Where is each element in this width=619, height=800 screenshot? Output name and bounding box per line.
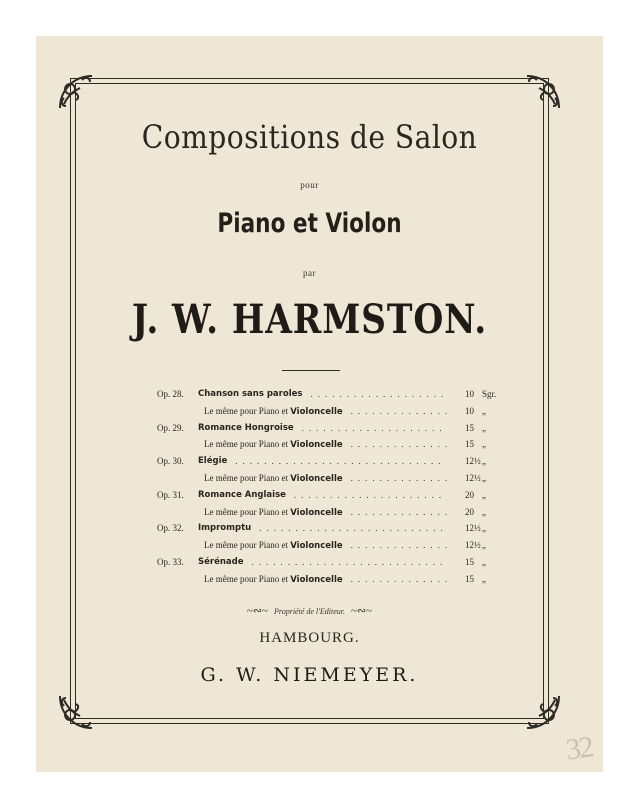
flourish-icon: ~∾~ xyxy=(350,605,373,617)
work-title: Romance Anglaise xyxy=(198,489,286,500)
cello-version xyxy=(204,505,343,520)
price-unit: „ xyxy=(482,439,486,450)
price-unit: „ xyxy=(482,573,486,584)
price-unit: Sgr. xyxy=(482,389,497,399)
opus-number: Op. 33. xyxy=(157,557,184,567)
cello-prefix: Le même pour Piano et xyxy=(204,540,288,551)
cello-prefix: Le même pour Piano et xyxy=(204,573,288,584)
opus-number: Op. 28. xyxy=(157,389,184,399)
cello-prefix: Le même pour Piano et xyxy=(204,473,288,483)
price: 20 xyxy=(465,489,474,500)
publisher: G. W. NIEMEYER. xyxy=(200,664,419,686)
price-unit: „ xyxy=(482,489,486,500)
divider-rule xyxy=(282,370,340,371)
opus-number: Op. 29. xyxy=(157,422,184,433)
price: 12½ xyxy=(465,456,481,467)
cello-prefix: Le même pour Piano et xyxy=(204,506,288,517)
composer-name: J. W. HARMSTON. xyxy=(131,296,488,343)
leader-dots: ..................... xyxy=(293,489,447,500)
par-label: par xyxy=(303,268,316,278)
leader-dots: ................... xyxy=(310,389,449,399)
subtitle: Piano et Violon xyxy=(217,208,402,239)
price-unit: „ xyxy=(482,506,486,517)
price-unit: „ xyxy=(482,405,486,416)
pour-label: pour xyxy=(300,180,319,190)
opus-number: Op. 31. xyxy=(157,489,184,500)
cello-version xyxy=(204,437,343,452)
price: 15 xyxy=(465,557,474,567)
price: 10 xyxy=(465,389,474,399)
work-title: Elégie xyxy=(198,456,228,467)
opus-number: Op. 32. xyxy=(157,523,184,534)
cello-price: 20 xyxy=(465,506,474,517)
leader-dots: .................... xyxy=(301,422,447,433)
cello-word: Violoncelle xyxy=(290,440,343,451)
corner-ornament-icon xyxy=(54,70,98,114)
flourish-icon: ~∾~ xyxy=(246,605,269,617)
leader-dots: .......................... xyxy=(259,523,448,534)
cello-price: 12½ xyxy=(465,473,481,483)
cello-word: Violoncelle xyxy=(290,474,343,484)
leader-dots: .............. xyxy=(350,540,453,551)
page-number: 32 xyxy=(563,730,595,767)
price-unit: „ xyxy=(482,523,486,534)
leader-dots: ........................... xyxy=(251,557,448,567)
price-unit: „ xyxy=(482,557,486,567)
price-unit: „ xyxy=(482,473,486,483)
property-text: Propriété de l'Editeur. xyxy=(274,607,345,616)
property-notice xyxy=(0,604,619,617)
leader-dots: .............. xyxy=(350,573,453,584)
cello-price: 15 xyxy=(465,573,474,584)
cello-prefix: Le même pour Piano et xyxy=(204,405,288,416)
cello-word: Violoncelle xyxy=(290,406,343,417)
work-title: Romance Hongroise xyxy=(198,422,294,433)
cello-word: Violoncelle xyxy=(290,507,343,518)
work-title: Impromptu xyxy=(198,523,252,534)
leader-dots: ............................. xyxy=(235,456,446,467)
cello-prefix: Le même pour Piano et xyxy=(204,439,288,450)
cello-word: Violoncelle xyxy=(290,541,343,552)
leader-dots: .............. xyxy=(350,506,453,517)
opus-number: Op. 30. xyxy=(157,456,184,467)
work-title: Sérénade xyxy=(198,557,244,567)
cello-version xyxy=(204,404,343,419)
leader-dots: .............. xyxy=(350,405,453,416)
cello-price: 12½ xyxy=(465,540,481,551)
cello-price: 10 xyxy=(465,405,474,416)
price-unit: „ xyxy=(482,456,486,467)
price-unit: „ xyxy=(482,540,486,551)
leader-dots: .............. xyxy=(350,439,453,450)
title: Compositions de Salon xyxy=(141,118,478,156)
cello-version xyxy=(204,538,343,553)
cello-price: 15 xyxy=(465,439,474,450)
city: HAMBOURG. xyxy=(259,630,360,646)
leader-dots: .............. xyxy=(350,473,453,483)
price: 15 xyxy=(465,422,474,433)
work-title: Chanson sans paroles xyxy=(198,389,303,399)
corner-ornament-icon xyxy=(54,690,98,734)
price-unit: „ xyxy=(482,422,486,433)
inner-frame xyxy=(75,83,544,719)
corner-ornament-icon xyxy=(521,70,565,114)
cello-version xyxy=(204,572,343,587)
price: 12½ xyxy=(465,523,481,534)
cello-word: Violoncelle xyxy=(290,574,343,585)
corner-ornament-icon xyxy=(521,690,565,734)
cello-version xyxy=(204,471,343,486)
